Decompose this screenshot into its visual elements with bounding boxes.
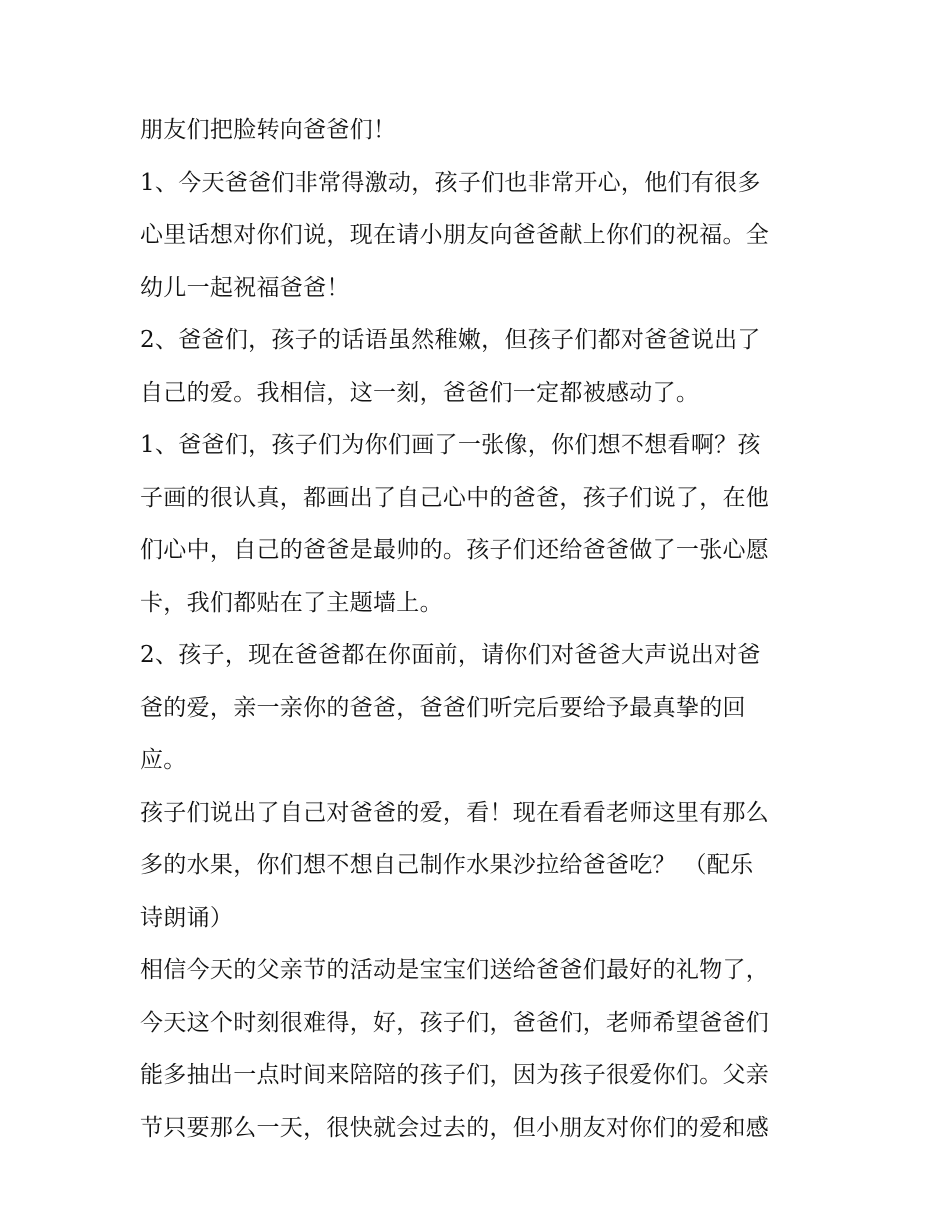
text-line: 子画的很认真，都画出了自己心中的爸爸，孩子们说了，在他 (140, 484, 770, 511)
text-line: 们心中，自己的爸爸是最帅的。孩子们还给爸爸做了一张心愿 (140, 537, 770, 563)
text-line: 今天这个时刻很难得，好，孩子们，爸爸们，老师希望爸爸们 (140, 1009, 770, 1036)
document-body (140, 104, 820, 1154)
text-line: 自己的爱。我相信，这一刻，爸爸们一定都被感动了。 (140, 379, 700, 406)
text-line: 相信今天的父亲节的活动是宝宝们送给爸爸们最好的礼物了， (140, 957, 770, 983)
text-line: 诗朗诵） (140, 904, 234, 931)
text-line: 朋友们把脸转向爸爸们！ (140, 117, 397, 143)
text-line: 2、爸爸们，孩子的话语虽然稚嫩，但孩子们都对爸爸说出了 (140, 327, 761, 353)
text-line: 节只要那么一天，很快就会过去的，但小朋友对你们的爱和感 (140, 1114, 770, 1141)
text-line: 卡，我们都贴在了主题墙上。 (140, 589, 443, 616)
text-line: 应。 (140, 747, 187, 773)
text-line: 幼儿一起祝福爸爸！ (140, 274, 350, 301)
text-line: 1、爸爸们，孩子们为你们画了一张像，你们想不想看啊？孩 (140, 432, 761, 458)
text-line: 孩子们说出了自己对爸爸的爱，看！现在看看老师这里有那么 (140, 799, 770, 826)
text-line: 1、今天爸爸们非常得激动，孩子们也非常开心，他们有很多 (140, 169, 761, 196)
text-line: 2、孩子，现在爸爸都在你面前，请你们对爸爸大声说出对爸 (140, 642, 761, 668)
text-line: 心里话想对你们说，现在请小朋友向爸爸献上你们的祝福。全 (140, 222, 770, 248)
text-line: 爸的爱，亲一亲你的爸爸，爸爸们听完后要给予最真挚的回 (140, 694, 746, 721)
text-line: 多的水果，你们想不想自己制作水果沙拉给爸爸吃？ （配乐 (140, 852, 754, 878)
text-line: 能多抽出一点时间来陪陪的孩子们，因为孩子很爱你们。父亲 (140, 1062, 770, 1088)
